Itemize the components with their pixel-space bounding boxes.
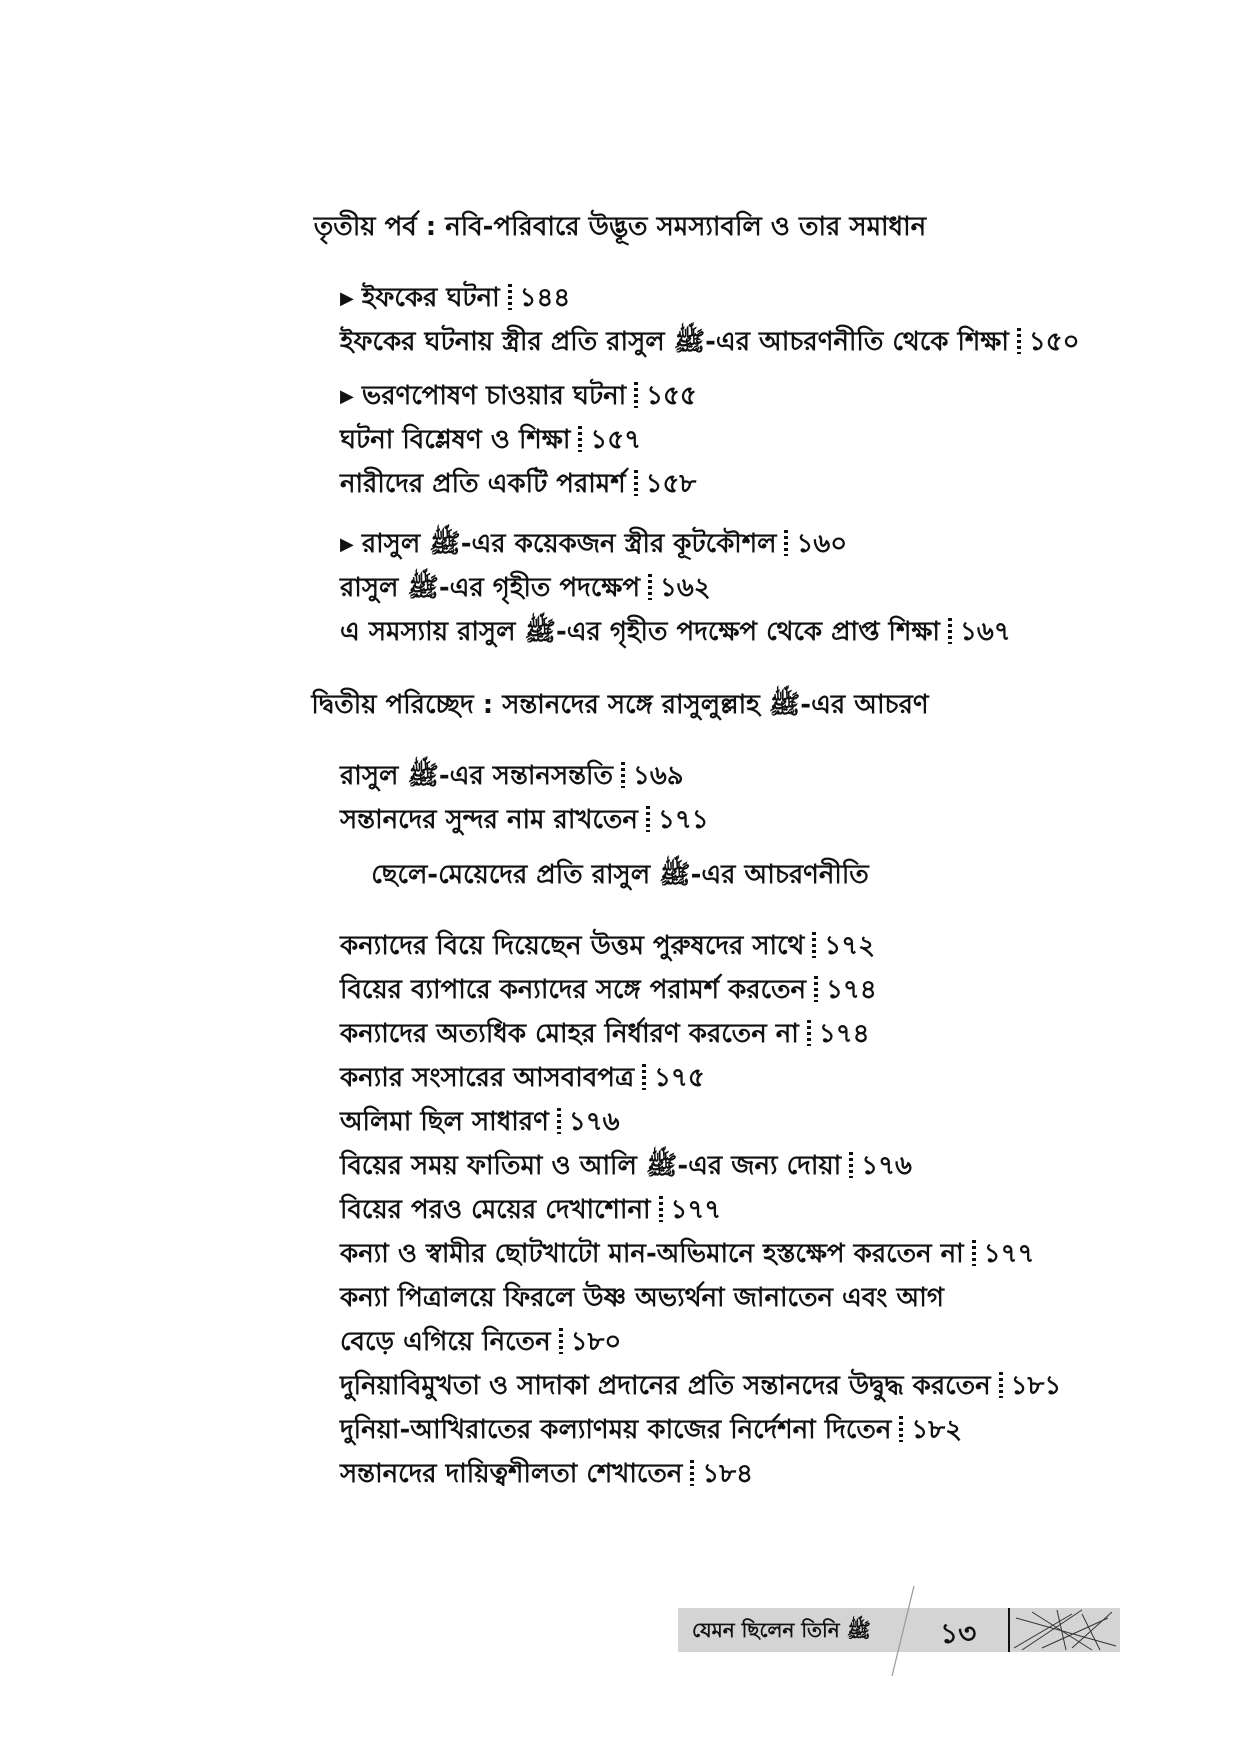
footer-page-number: ১৩ (940, 1617, 977, 1650)
dotted-separator-icon (634, 470, 638, 496)
dotted-separator-icon (807, 1020, 811, 1046)
toc-entry-title: রাসুল ﷺ-এর গৃহীত পদক্ষেপ (340, 573, 640, 603)
toc-entry-title: ভরণপোষণ চাওয়ার ঘটনা (361, 381, 627, 411)
toc-entry-page-number: ১৬৯ (633, 761, 684, 791)
footer-book-title: যেমন ছিলেন তিনি ﷺ (692, 1618, 871, 1642)
toc-entry-title: বিয়ের সময় ফাতিমা ও আলি ﷺ-এর জন্য দোয়া (340, 1151, 842, 1181)
dotted-separator-icon (578, 426, 582, 452)
toc-entry-page-number: ১৫০ (1028, 327, 1080, 357)
toc-entry-page-number: ১৭৫ (654, 1063, 705, 1093)
dotted-separator-icon (849, 1152, 853, 1178)
dotted-separator-icon (557, 1108, 561, 1134)
dotted-separator-icon (948, 618, 952, 644)
toc-entry-title: কন্যা পিত্রালয়ে ফিরলে উষ্ণ অভ্যর্থনা জানাতেন এবং আগ (340, 1283, 944, 1313)
toc-entry (340, 928, 875, 964)
toc-entry-page-number: ১৬৭ (959, 617, 1011, 647)
dotted-separator-icon (559, 1328, 563, 1354)
toc-entry (340, 1368, 1061, 1404)
toc-entry-title: বেড়ে এগিয়ে নিতেন (340, 1327, 551, 1357)
toc-entry (340, 378, 697, 415)
dotted-separator-icon (646, 806, 650, 832)
toc-entry-page-number: ১৬২ (659, 573, 711, 603)
dotted-separator-icon (972, 1240, 976, 1266)
toc-entry-title: অলিমা ছিল সাধারণ (340, 1107, 549, 1137)
toc-entry (340, 1060, 705, 1096)
toc-entry-page-number: ১৪৪ (519, 283, 571, 313)
toc-entry (340, 1016, 869, 1052)
triangle-bullet-icon: ▶ (340, 288, 354, 309)
toc-entry-title: সন্তানদের সুন্দর নাম রাখতেন (340, 805, 638, 835)
toc-entry-page-number: ১৭৪ (818, 1019, 870, 1049)
toc-entry (340, 1456, 753, 1492)
toc-entry (340, 802, 709, 838)
toc-entry-title: কন্যাদের বিয়ে দিয়েছেন উত্তম পুরুষদের সাথে (340, 931, 805, 961)
toc-entry-page-number: ১৭৭ (983, 1239, 1035, 1269)
toc-entry-page-number: ১৮১ (1010, 1371, 1062, 1401)
dotted-separator-icon (812, 932, 816, 958)
dotted-separator-icon (784, 530, 788, 556)
toc-entry-title: বিয়ের পরও মেয়ের দেখাশোনা (340, 1195, 651, 1225)
dotted-separator-icon (621, 762, 625, 788)
toc-entry-page-number: ১৭৪ (826, 975, 877, 1005)
toc-entry (340, 1148, 912, 1184)
toc-entry (340, 972, 877, 1008)
dotted-separator-icon (814, 976, 818, 1002)
toc-entry (340, 422, 641, 458)
toc-entry-title: রাসুল ﷺ-এর সন্তানসন্ততি (340, 761, 613, 791)
toc-entry (340, 1104, 620, 1140)
toc-entry-title: দুনিয়াবিমুখতা ও সাদাকা প্রদানের প্রতি সন্তানদের উদ্বুদ্ধ করতেন (340, 1371, 991, 1401)
dotted-separator-icon (690, 1460, 694, 1486)
toc-entry-page-number: ১৬০ (796, 529, 848, 559)
toc-entry-title: কন্যাদের অত্যধিক মোহর নির্ধারণ করতেন না (340, 1019, 799, 1049)
page-footer (678, 1608, 1120, 1652)
toc-entry-title: ঘটনা বিশ্লেষণ ও শিক্ষা (340, 425, 571, 455)
chapter-heading: দ্বিতীয় পরিচ্ছেদ : সন্তানদের সঙ্গে রাসুলুল্লাহ ﷺ-এর আচরণ (311, 690, 929, 720)
toc-entry-title: সন্তানদের দায়িত্বশীলতা শেখাতেন (340, 1459, 683, 1489)
footer-divider (1008, 1608, 1010, 1652)
dotted-separator-icon (899, 1416, 903, 1442)
toc-entry-title: কন্যা ও স্বামীর ছোটখাটো মান-অভিমানে হস্তক্ষেপ করতেন না (340, 1239, 964, 1269)
toc-entry (340, 1412, 962, 1448)
toc-entry-title: দুনিয়া-আখিরাতের কল্যাণময় কাজের নির্দেশনা দিতেন (340, 1415, 892, 1445)
toc-entry-page-number: ১৭৬ (568, 1107, 620, 1137)
toc-entry-page-number: ১৮০ (570, 1327, 622, 1357)
toc-entry-page-number: ১৭২ (824, 931, 876, 961)
dotted-separator-icon (659, 1196, 663, 1222)
toc-entry (340, 280, 570, 317)
toc-entry (340, 324, 1080, 360)
toc-entry-title: ইফকের ঘটনা (361, 283, 500, 313)
toc-entry (340, 1280, 944, 1316)
toc-entry-title: রাসুল ﷺ-এর কয়েকজন স্ত্রীর কূটকৌশল (361, 529, 777, 559)
footer-slash-decoration (888, 1586, 918, 1676)
toc-entry-title: নারীদের প্রতি একটি পরামর্শ (340, 469, 626, 499)
toc-entry-page-number: ১৭৬ (861, 1151, 912, 1181)
toc-entry-page-number: ১৭১ (657, 805, 709, 835)
dotted-separator-icon (1017, 328, 1021, 354)
section-heading: তৃতীয় পর্ব : নবি-পরিবারে উদ্ভূত সমস্যাবলি ও তার সমাধান (313, 212, 927, 242)
toc-entry (340, 614, 1011, 650)
footer-scribble-decoration (1012, 1608, 1118, 1652)
dotted-separator-icon (999, 1372, 1003, 1398)
triangle-bullet-icon: ▶ (340, 386, 354, 407)
toc-entry (340, 570, 711, 606)
sub-heading: ছেলে-মেয়েদের প্রতি রাসুল ﷺ-এর আচরণনীতি (371, 860, 869, 890)
toc-entry-title: কন্যার সংসারের আসবাবপত্র (340, 1063, 635, 1093)
toc-entry-page-number: ১৫৭ (590, 425, 642, 455)
toc-entry-title: ইফকের ঘটনায় স্ত্রীর প্রতি রাসুল ﷺ-এর আচরণনীতি থেকে শিক্ষা (340, 327, 1009, 357)
toc-entry-page-number: ১৭৭ (670, 1195, 722, 1225)
toc-entry (340, 758, 684, 794)
toc-entry (340, 526, 847, 563)
dotted-separator-icon (648, 574, 652, 600)
toc-entry-page-number: ১৮২ (911, 1415, 963, 1445)
toc-entry-page-number: ১৮৪ (702, 1459, 754, 1489)
dotted-separator-icon (642, 1064, 646, 1090)
toc-entry-page-number: ১৫৫ (646, 381, 697, 411)
toc-entry-page-number: ১৫৮ (645, 469, 697, 499)
toc-entry (340, 1324, 621, 1360)
toc-entry (340, 466, 696, 502)
toc-entry-title: বিয়ের ব্যাপারে কন্যাদের সঙ্গে পরামর্শ করতেন (340, 975, 807, 1005)
toc-entry-title: এ সমস্যায় রাসুল ﷺ-এর গৃহীত পদক্ষেপ থেকে প্রাপ্ত শিক্ষা (340, 617, 940, 647)
toc-entry (340, 1236, 1034, 1272)
dotted-separator-icon (634, 382, 638, 408)
triangle-bullet-icon: ▶ (340, 534, 354, 555)
toc-entry (340, 1192, 721, 1228)
dotted-separator-icon (508, 284, 512, 310)
